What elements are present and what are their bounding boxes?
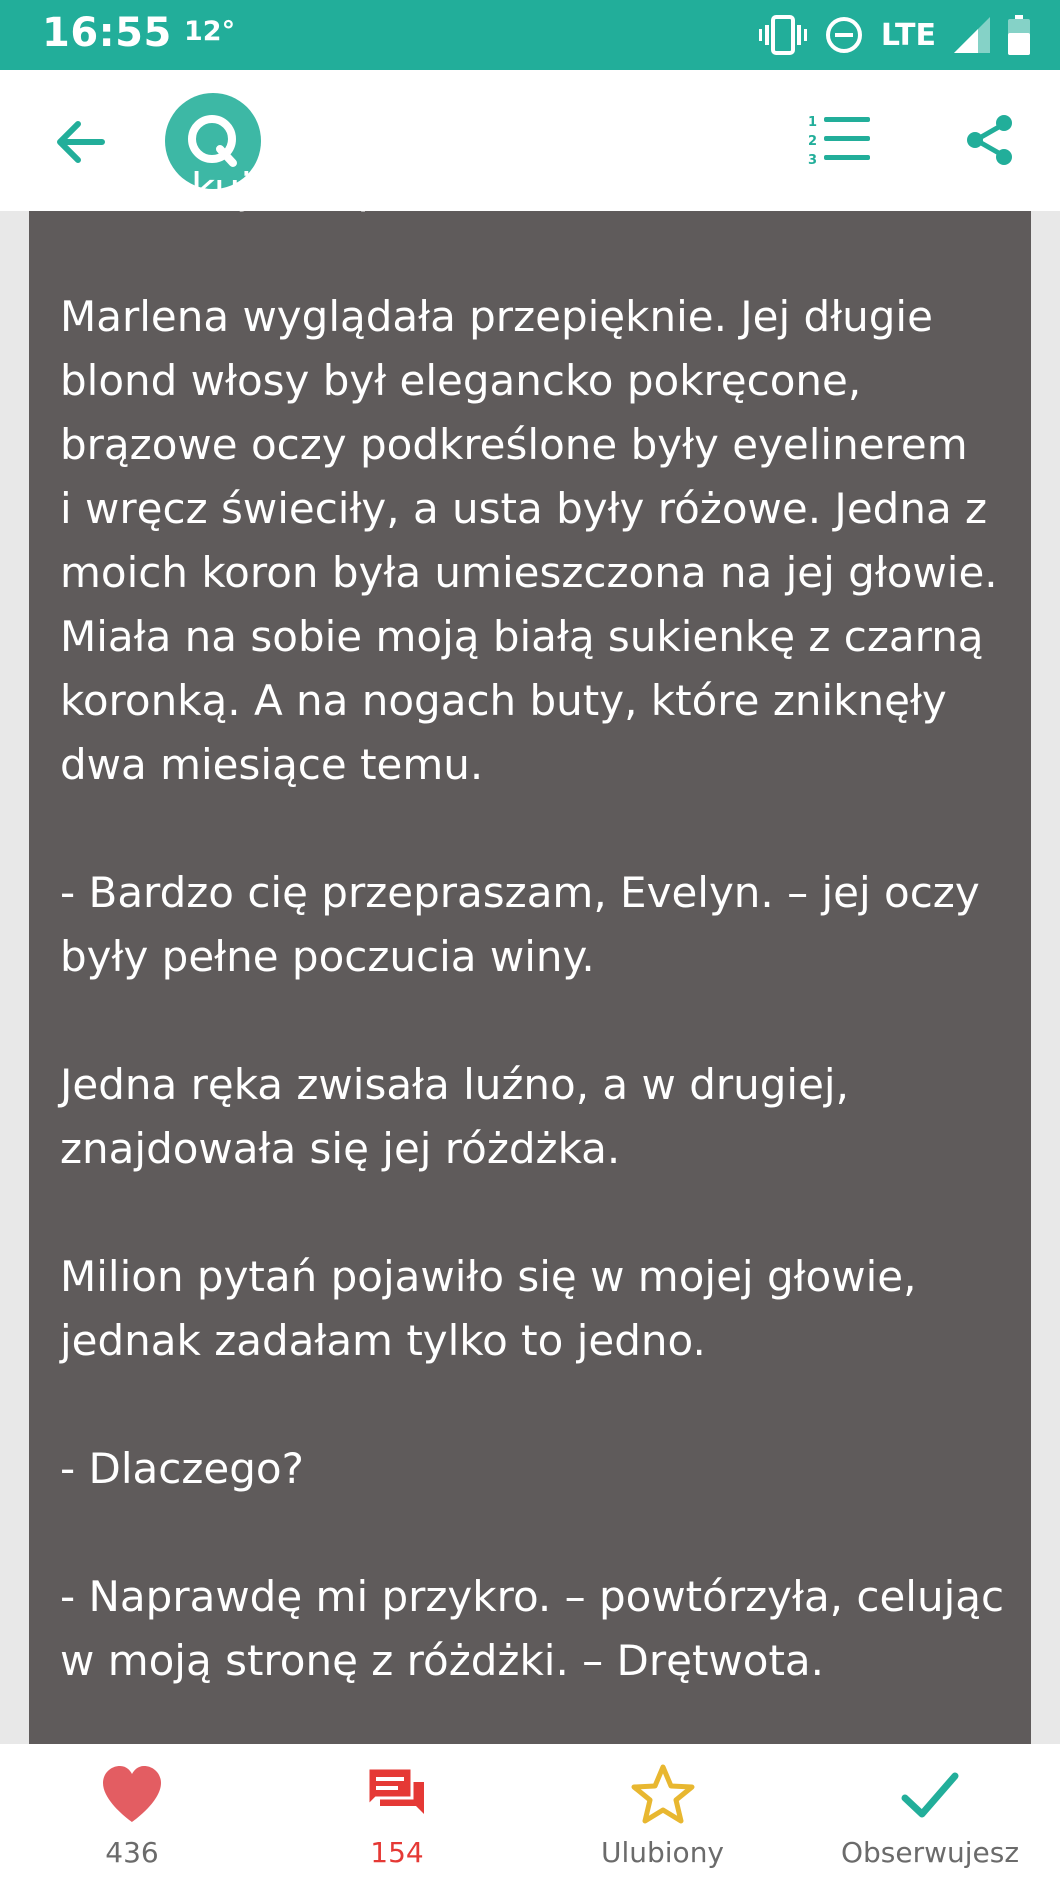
content-area[interactable] [0, 164, 1060, 1744]
vibrate-icon [759, 15, 807, 55]
favorite-label: Ulubiony [600, 1836, 725, 1869]
status-time: 16:55 [42, 10, 172, 56]
svg-text:2: 2 [808, 134, 818, 149]
article-paragraph: Jedna ręka zwisała luźno, a w drugiej, znajdowała się jej różdżka. [60, 1060, 849, 1173]
favorite-button[interactable] [590, 1744, 735, 1884]
comments-count: 154 [370, 1836, 424, 1869]
status-network: LTE [880, 17, 936, 53]
heart-icon [99, 1762, 165, 1828]
article-paragraph: - Bardzo cię przepraszam, Evelyn. – jej oczy były pełne poczucia winy. [60, 868, 980, 981]
comments-button[interactable] [357, 1744, 437, 1884]
article-text [60, 157, 1030, 1757]
article-paragraph: - Dlaczego? [60, 1444, 304, 1493]
signal-icon [954, 17, 990, 53]
star-icon [630, 1762, 696, 1828]
status-temperature: 12° [184, 16, 236, 47]
follow-button[interactable] [830, 1744, 1030, 1884]
bottom-action-bar [0, 1744, 1060, 1884]
status-icons [759, 12, 1030, 58]
check-icon [897, 1762, 963, 1828]
article-paragraph: Milion pytań pojawiło się w mojej głowie, jednak zadałam tylko to jedno. [60, 1252, 917, 1365]
comments-icon [364, 1762, 430, 1828]
article-card [29, 164, 1031, 1744]
like-button[interactable] [92, 1744, 172, 1884]
svg-text:3: 3 [808, 153, 818, 168]
status-bar [0, 0, 1060, 70]
article-paragraph: że brakuje mi powietrza. [60, 164, 577, 213]
follow-label: Obserwujesz [840, 1836, 1020, 1869]
battery-icon [1008, 15, 1030, 55]
svg-text:1: 1 [808, 115, 818, 130]
article-paragraph: Marlena wyglądała przepięknie. Jej długie blond włosy był elegancko pokręcone, brązowe oczy podkreślone były eyelinerem i wręcz świeciły, a usta były różowe. Jedna z moich koron była umieszczona na jej głowie. Miała na sobie moją białą sukienkę z czarną koronką. A na nogach buty, które zniknęły dwa miesiące temu. [60, 292, 998, 789]
likes-count: 436 [105, 1836, 159, 1869]
article-paragraph: - Naprawdę mi przykro. – powtórzyła, celując w moją stronę z różdżki. – Drętwota. [60, 1572, 1005, 1685]
do-not-disturb-icon [825, 16, 863, 54]
